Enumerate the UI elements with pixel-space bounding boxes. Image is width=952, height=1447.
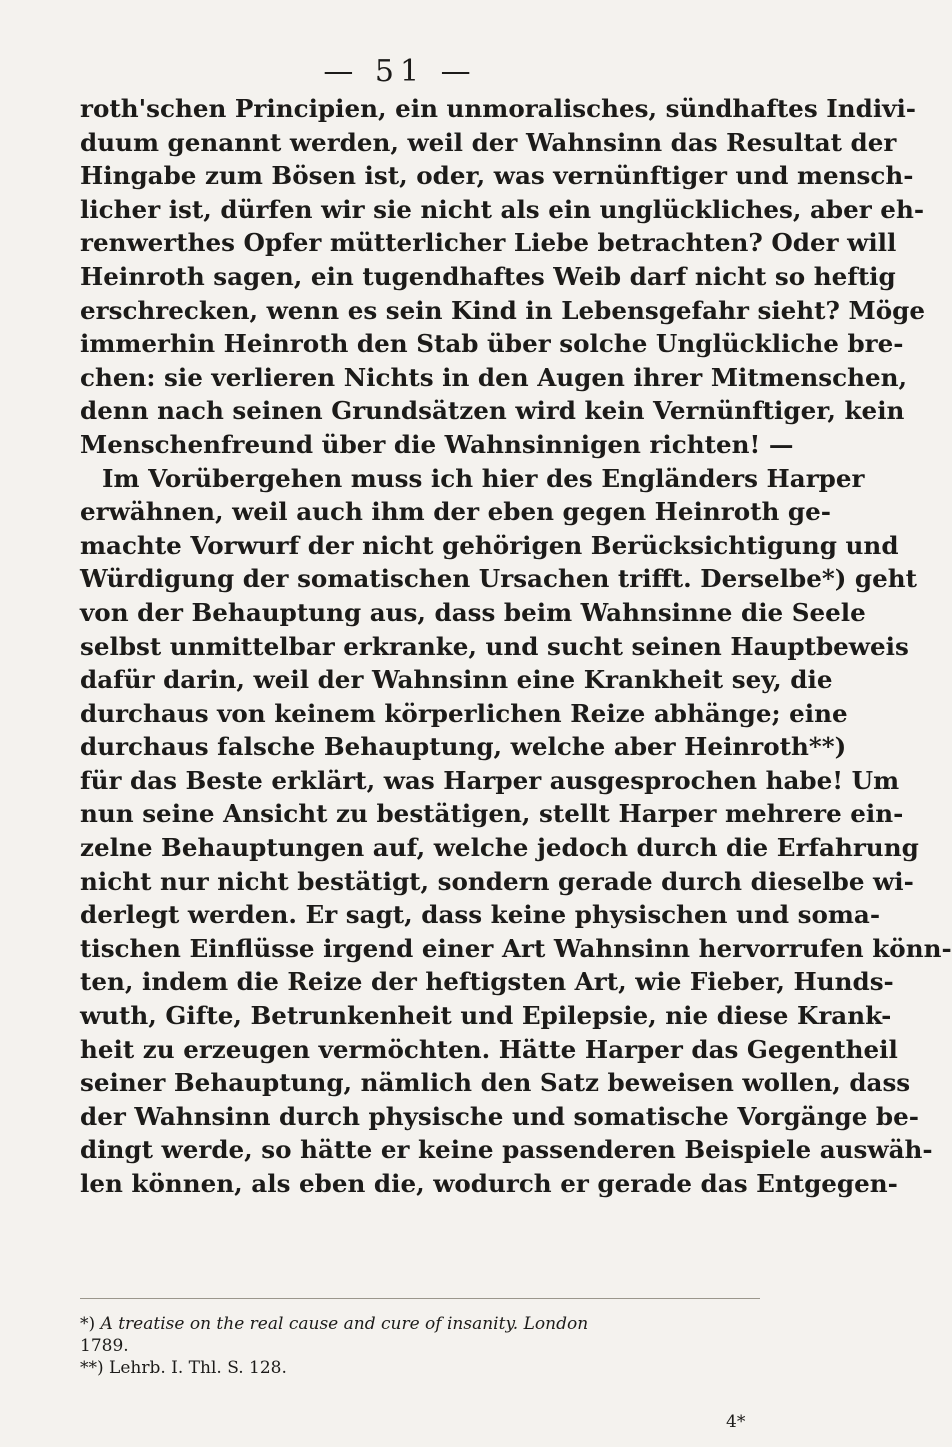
text-line: von der Behauptung aus, dass beim Wahnsinne die Seele [80,597,866,627]
footnote-1 [80,1313,760,1335]
text-line: selbst unmittelbar erkranke, und sucht seinen Hauptbeweis [80,631,909,661]
text-line: licher ist, dürfen wir sie nicht als ein unglückliches, aber eh- [80,194,925,224]
text-line: der Wahnsinn durch physische und somatische Vorgänge be- [80,1101,919,1131]
footnotes [80,1298,760,1379]
footnote-2: **) Lehrb. I. Thl. S. 128. [80,1358,287,1378]
text-line: durchaus falsche Behauptung, welche aber Heinroth**) [80,732,847,762]
text-line: seiner Behauptung, nämlich den Satz beweisen wollen, dass [80,1068,911,1098]
text-line: immerhin Heinroth den Stab über solche Unglückliche bre- [80,329,904,359]
text-line: heit zu erzeugen vermöchten. Hätte Harper das Gegentheil [80,1034,898,1064]
text-line: dafür darin, weil der Wahnsinn eine Krankheit sey, die [80,665,833,695]
text-line: ten, indem die Reize der heftigsten Art, wie Fieber, Hunds- [80,967,894,997]
text-line: chen: sie verlieren Nichts in den Augen ihrer Mitmenschen, [80,362,908,392]
text-line: Menschenfreund über die Wahnsinnigen richten! — [80,429,794,459]
printer-signature: 4* [726,1412,746,1432]
text-line: Würdigung der somatischen Ursachen trifft. Derselbe*) geht [80,564,918,594]
text-line: Im Vorübergehen muss ich hier des Engländers Harper [102,463,865,493]
text-line: machte Vorwurf der nicht gehörigen Berücksichtigung und [80,530,899,560]
text-line: renwerthes Opfer mütterlicher Liebe betrachten? Oder will [80,228,897,258]
text-line: derlegt werden. Er sagt, dass keine physischen und soma- [80,900,881,930]
text-line: erwähnen, weil auch ihm der eben gegen Heinroth ge- [80,497,831,527]
footnote-1-marker: *) [80,1314,96,1334]
text-line: wuth, Gifte, Betrunkenheit und Epilepsie, nie diese Krank- [80,1001,892,1031]
text-line: dingt werde, so hätte er keine passenderen Beispiele auswäh- [80,1135,933,1165]
text-line: Hingabe zum Bösen ist, oder, was vernünftiger und mensch- [80,161,914,191]
text-line: len können, als eben die, wodurch er gerade das Entgegen- [80,1169,898,1198]
text-line: erschrecken, wenn es sein Kind in Lebensgefahr sieht? Möge [80,295,925,325]
footnote-divider [80,1298,760,1299]
text-line: denn nach seinen Grundsätzen wird kein Vernünftiger, kein [80,396,905,426]
footnote-1-year: 1789. [80,1336,129,1356]
text-line: Heinroth sagen, ein tugendhaftes Weib darf nicht so heftig [80,261,896,291]
text-line: zelne Behauptungen auf, welche jedoch durch die Erfahrung [80,833,919,863]
body-text [80,92,952,1201]
text-line: nun seine Ansicht zu bestätigen, stellt Harper mehrere ein- [80,799,904,829]
page-number: — 51 — [323,54,477,89]
text-line: duum genannt werden, weil der Wahnsinn das Resultat der [80,127,897,157]
text-line: für das Beste erklärt, was Harper ausgesprochen habe! Um [80,765,900,795]
text-line: durchaus von keinem körperlichen Reize abhänge; eine [80,698,848,728]
text-line: tischen Einflüsse irgend einer Art Wahnsinn hervorrufen könn- [80,933,952,963]
text-line: nicht nur nicht bestätigt, sondern gerade durch dieselbe wi- [80,866,914,896]
text-line: roth'schen Principien, ein unmoralisches, sündhaftes Indivi- [80,94,917,123]
footnote-1-title: A treatise on the real cause and cure of insanity. London [100,1314,589,1334]
